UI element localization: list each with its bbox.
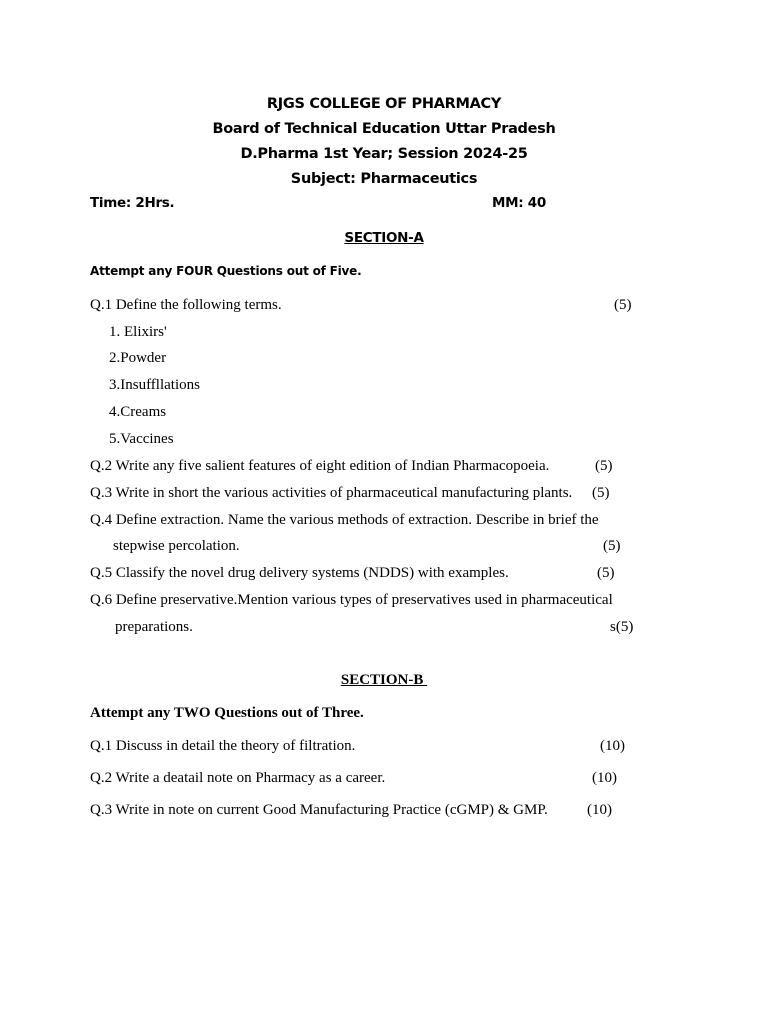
section-a-q2-text: Q.2 Write any five salient features of eight edition of Indian Pharmacopoeia.	[90, 458, 550, 474]
section-b-q2-marks: (10)	[592, 770, 617, 786]
subject-title: Subject: Pharmaceutics	[290, 171, 478, 187]
section-a-instruction: Attempt any FOUR Questions out of Five.	[90, 264, 362, 278]
section-b-q3-text: Q.3 Write in note on current Good Manufacturing Practice (cGMP) & GMP.	[90, 802, 548, 818]
section-a-title: SECTION-A	[344, 230, 424, 246]
course-session: D.Pharma 1st Year; Session 2024-25	[240, 146, 528, 162]
q1-term-item: 3.Insuffllations	[109, 377, 200, 393]
section-b-q1-text: Q.1 Discuss in detail the theory of filtration.	[90, 738, 356, 754]
board-name: Board of Technical Education Uttar Pradesh	[212, 121, 556, 137]
section-a-q3-marks: (5)	[592, 485, 610, 501]
section-a-q6-text: Q.6 Define preservative.Mention various types of preservatives used in pharmaceutical	[90, 592, 613, 608]
section-b-q2-text: Q.2 Write a deatail note on Pharmacy as a career.	[90, 770, 386, 786]
section-a-q6-marks: s(5)	[610, 619, 634, 635]
section-a-q2-marks: (5)	[595, 458, 613, 474]
q1-term-item: 4.Creams	[109, 404, 167, 420]
section-a-q3-text: Q.3 Write in short the various activities of pharmaceutical manufacturing plants.	[90, 485, 573, 501]
max-marks: MM: 40	[492, 195, 546, 211]
college-name: RJGS COLLEGE OF PHARMACY	[266, 96, 502, 112]
section-a-q4-text-cont: stepwise percolation.	[113, 538, 240, 554]
q1-term-item: 2.Powder	[109, 350, 167, 366]
section-a-q1-marks: (5)	[614, 297, 632, 313]
section-a-q6-text-cont: preparations.	[115, 619, 193, 635]
section-a-q5-marks: (5)	[597, 565, 615, 581]
q1-term-item: 5.Vaccines	[109, 431, 174, 447]
section-b-title: SECTION-B	[340, 672, 428, 688]
section-a-q4-marks: (5)	[603, 538, 621, 554]
section-a-q1-text: Q.1 Define the following terms.	[90, 297, 282, 313]
section-a-q4-text: Q.4 Define extraction. Name the various methods of extraction. Describe in brief the	[90, 512, 599, 528]
section-b-instruction: Attempt any TWO Questions out of Three.	[90, 705, 364, 721]
exam-time: Time: 2Hrs.	[90, 195, 175, 211]
section-b-q1-marks: (10)	[600, 738, 625, 754]
section-b-q3-marks: (10)	[587, 802, 612, 818]
q1-term-item: 1. Elixirs'	[109, 324, 167, 340]
section-a-q5-text: Q.5 Classify the novel drug delivery systems (NDDS) with examples.	[90, 565, 509, 581]
